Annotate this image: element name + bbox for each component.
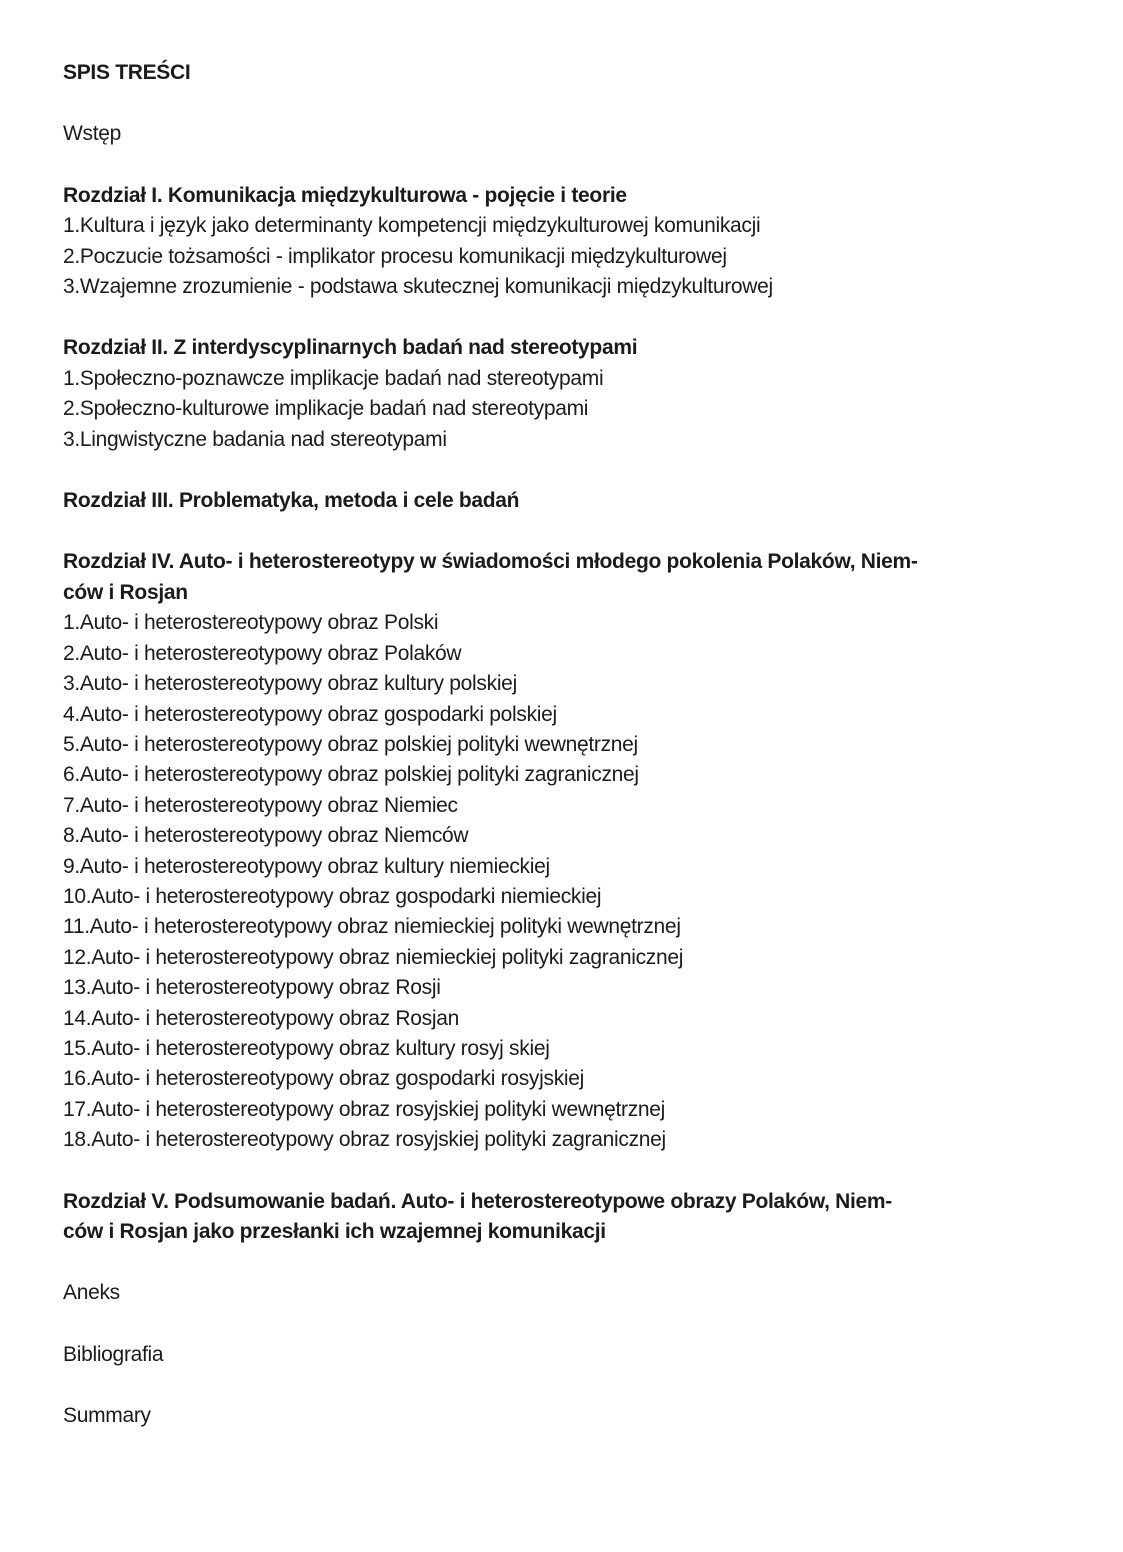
toc-sections (63, 119, 1083, 1431)
toc-entry: 3.Auto- i heterostereotypowy obraz kultury polskiej (63, 672, 517, 696)
toc-section-rozdzial-2 (63, 333, 1083, 455)
toc-chapter-heading: ców i Rosjan jako przesłanki ich wzajemnej komunikacji (63, 1220, 606, 1243)
toc-entry: Aneks (63, 1281, 120, 1305)
toc-entry: 8.Auto- i heterostereotypowy obraz Niemców (63, 824, 469, 848)
toc-section-rozdzial-4 (63, 547, 1083, 1155)
toc-entry: 18.Auto- i heterostereotypowy obraz rosyjskiej polityki zagranicznej (63, 1128, 666, 1152)
toc-entry: 12.Auto- i heterostereotypowy obraz niemieckiej polityki zagranicznej (63, 945, 684, 969)
toc-entry: 9.Auto- i heterostereotypowy obraz kultury niemieckiej (63, 854, 550, 878)
toc-section-rozdzial-5 (63, 1187, 1083, 1248)
toc-section-aneks (63, 1278, 1083, 1308)
toc-entry: 1.Kultura i język jako determinanty kompetencji międzykulturowej komunikacji (63, 214, 761, 238)
toc-chapter-heading: ców i Rosjan (63, 580, 188, 604)
toc-entry: Summary (63, 1404, 151, 1428)
toc-chapter-heading: Rozdział II. Z interdyscyplinarnych badań nad stereotypami (63, 336, 638, 360)
toc-chapter-heading: Rozdział V. Podsumowanie badań. Auto- i heterostereotypowe obrazy Polaków, Niem- (63, 1189, 892, 1213)
toc-section-summary (63, 1401, 1083, 1431)
toc-entry: 4.Auto- i heterostereotypowy obraz gospodarki polskiej (63, 702, 557, 726)
toc-entry: 2.Społeczno-kulturowe implikacje badań nad stereotypami (63, 397, 589, 421)
toc-section-rozdzial-3 (63, 486, 1083, 516)
toc-chapter-heading: Rozdział I. Komunikacja międzykulturowa - pojęcie i teorie (63, 183, 627, 207)
toc-entry: 2.Auto- i heterostereotypowy obraz Polaków (63, 641, 462, 665)
toc-entry: 15.Auto- i heterostereotypowy obraz kultury rosyj skiej (63, 1036, 550, 1060)
toc-entry: Bibliografia (63, 1342, 164, 1366)
toc-entry: 14.Auto- i heterostereotypowy obraz Rosjan (63, 1006, 459, 1030)
toc-entry: Wstęp (63, 122, 122, 146)
toc-chapter-heading: Rozdział III. Problematyka, metoda i cele badań (63, 489, 520, 513)
toc-entry: 1.Auto- i heterostereotypowy obraz Polski (63, 611, 439, 635)
toc-entry: 6.Auto- i heterostereotypowy obraz polskiej polityki zagranicznej (63, 763, 639, 787)
toc-entry: 1.Społeczno-poznawcze implikacje badań nad stereotypami (63, 366, 604, 390)
toc-entry: 16.Auto- i heterostereotypowy obraz gospodarki rosyjskiej (63, 1067, 585, 1091)
toc-entry: 13.Auto- i heterostereotypowy obraz Rosji (63, 976, 441, 1000)
toc-title-block (63, 58, 1083, 88)
toc-entry: 3.Wzajemne zrozumienie - podstawa skutecznej komunikacji międzykulturowej (63, 275, 773, 299)
toc-section-rozdzial-1 (63, 181, 1083, 303)
toc-chapter-heading: Rozdział IV. Auto- i heterostereotypy w świadomości młodego pokolenia Polaków, Niem- (63, 550, 918, 574)
toc-section-bibliografia (63, 1340, 1083, 1370)
toc-entry: 11.Auto- i heterostereotypowy obraz niemieckiej polityki wewnętrznej (63, 915, 681, 939)
toc-entry: 5.Auto- i heterostereotypowy obraz polskiej polityki wewnętrznej (63, 732, 638, 756)
page-title: SPIS TREŚCI (63, 61, 191, 84)
toc-entry: 2.Poczucie tożsamości - implikator procesu komunikacji międzykulturowej (63, 244, 727, 268)
toc-entry: 17.Auto- i heterostereotypowy obraz rosyjskiej polityki wewnętrznej (63, 1097, 666, 1121)
toc-entry: 7.Auto- i heterostereotypowy obraz Niemiec (63, 793, 458, 817)
toc-entry: 10.Auto- i heterostereotypowy obraz gospodarki niemieckiej (63, 884, 602, 908)
toc-section-wstep (63, 119, 1083, 149)
toc-entry: 3.Lingwistyczne badania nad stereotypami (63, 427, 447, 451)
